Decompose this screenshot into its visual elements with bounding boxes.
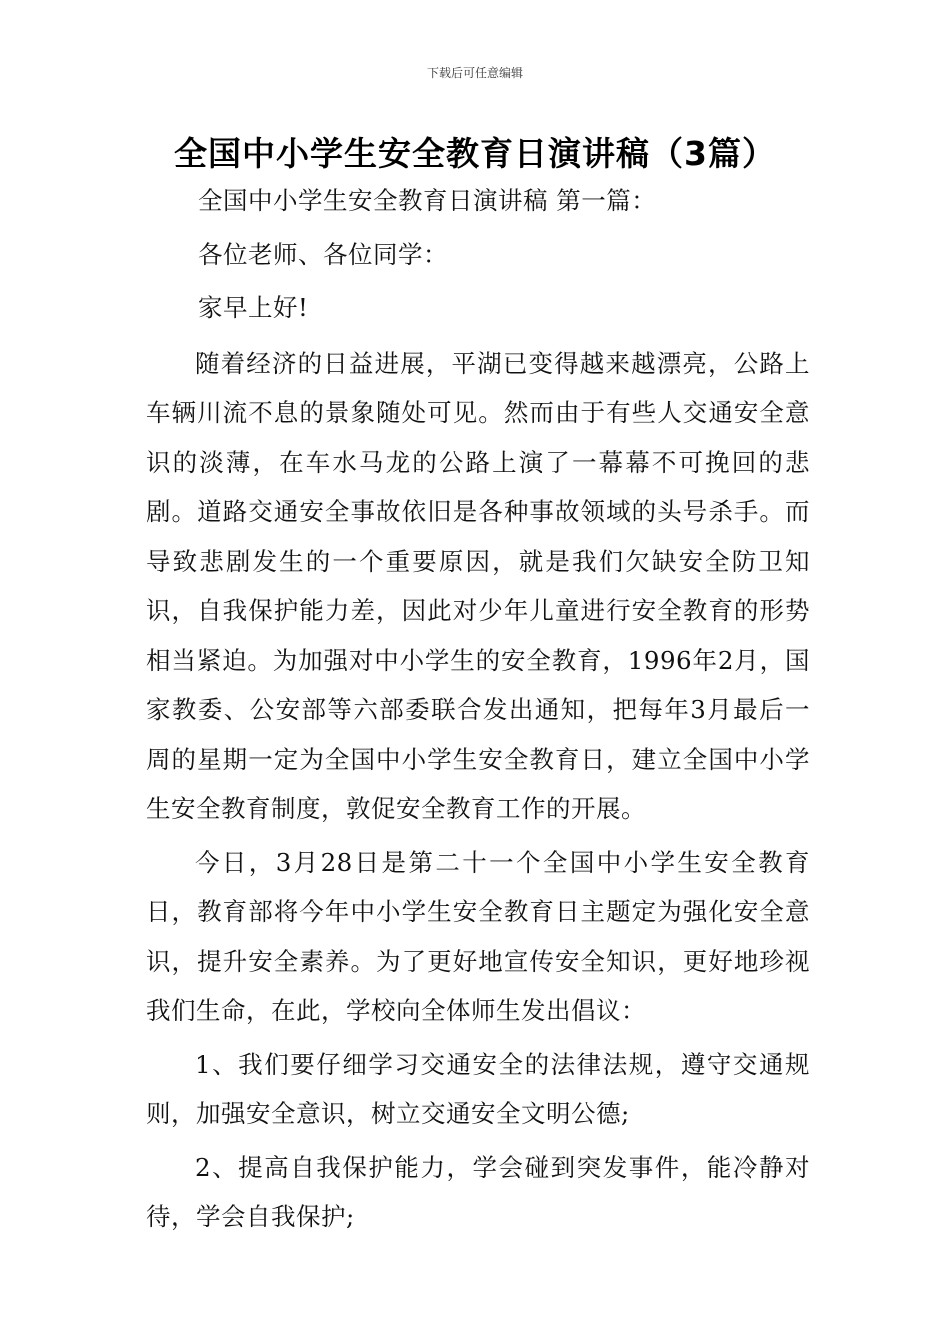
paragraph: 随着经济的日益进展，平湖已变得越来越漂亮，公路上车辆川流不息的景象随处可见。然而由于有些人交通安全意识的淡薄，在车水马龙的公路上演了一幕幕不可挽回的悲剧。道路交通安全事故依旧是各种事故领域的头号杀手。而导致悲剧发生的一个重要原因，就是我们欠缺安全防卫知识，自我保护能力差，因此对少年儿童进行安全教育的形势相当紧迫。为加强对中小学生的安全教育，1996年2月，国家教委、公安部等六部委联合发出通知，把每年3月最后一周的星期一定为全国中小学生安全教育日，建立全国中小学生安全教育制度，敦促安全教育工作的开展。: [146, 348, 810, 823]
header-note: 下载后可任意编辑: [426, 66, 523, 80]
document-title: 全国中小学生安全教育日演讲稿（3篇）: [174, 134, 776, 173]
paragraph: 1、我们要仔细学习交通安全的法律法规，遵守交通规则，加强安全意识，树立交通安全文明公德;: [146, 1049, 810, 1128]
document-body: [146, 176, 810, 1246]
greeting: 家早上好!: [198, 293, 309, 322]
paragraph: 今日，3月28日是第二十一个全国中小学生安全教育日，教育部将今年中小学生安全教育日主题定为强化安全意识，提升安全素养。为了更好地宣传安全知识，更好地珍视我们生命，在此，学校向全体师生发出倡议：: [146, 847, 810, 1025]
section-subtitle: 全国中小学生安全教育日演讲稿 第一篇：: [198, 186, 657, 215]
paragraph: 2、提高自我保护能力，学会碰到突发事件，能冷静对待，学会自我保护;: [146, 1152, 810, 1231]
salutation: 各位老师、各位同学：: [198, 239, 448, 269]
